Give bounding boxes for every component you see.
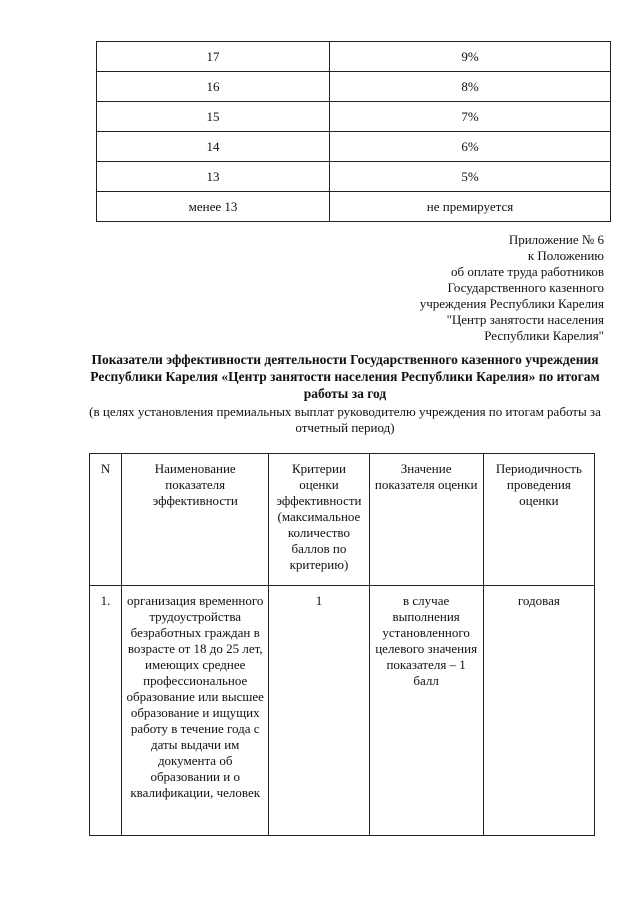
table-header-row [90,454,595,586]
appendix-line: учреждения Республики Карелия [419,296,604,311]
bonus-percent-cell: 7% [330,102,611,132]
appendix-line: об оплате труда работников [450,264,604,279]
score-points-cell: 16 [97,72,330,102]
bonus-percent-cell: 8% [330,72,611,102]
appendix-note [420,232,604,344]
table-row [97,102,611,132]
row-number: 1. [90,586,122,836]
bonus-percent-cell: не премируется [330,192,611,222]
appendix-line: Республики Карелия" [484,328,604,343]
indicator-frequency: годовая [483,586,594,836]
score-points-cell: менее 13 [97,192,330,222]
table-row [97,42,611,72]
table-row [90,586,595,836]
bonus-percent-cell: 9% [330,42,611,72]
table-row [97,162,611,192]
header-criteria: Критерии оценки эффективности (максимальное количество баллов по критерию) [269,454,369,586]
header-number: N [90,454,122,586]
appendix-line: к Положению [527,248,604,263]
indicators-table [89,453,595,836]
document-subtitle: (в целях установления премиальных выплат руководителю учреждения по итогам работы за отчетный период) [89,404,601,435]
header-frequency: Периодичность проведения оценки [483,454,594,586]
appendix-line: Приложение № 6 [508,232,604,247]
header-value: Значение показателя оценки [369,454,483,586]
appendix-line: Государственного казенного [447,280,604,295]
score-points-cell: 17 [97,42,330,72]
score-points-cell: 14 [97,132,330,162]
bonus-percent-cell: 5% [330,162,611,192]
table-row [97,72,611,102]
indicator-name: организация временного трудоустройства безработных граждан в возрасте от 18 до 25 лет, имеющих среднее профессиональное образование или высшее образование и ищущих работу в течение года с даты выдачи им документа об образовании и о квалификации, человек [122,586,269,836]
score-percent-table [96,41,611,222]
score-points-cell: 13 [97,162,330,192]
header-indicator-name: Наименование показателя эффективности [122,454,269,586]
indicator-value: в случае выполнения установленного целевого значения показателя – 1 балл [369,586,483,836]
table-row [97,192,611,222]
table-row [97,132,611,162]
document-title: Показатели эффективности деятельности Государственного казенного учреждения Республики Карелия «Центр занятости населения Республики Карелия» по итогам работы за год [90,352,600,401]
indicator-criteria: 1 [269,586,369,836]
score-points-cell: 15 [97,102,330,132]
bonus-percent-cell: 6% [330,132,611,162]
appendix-line: "Центр занятости населения [446,312,604,327]
